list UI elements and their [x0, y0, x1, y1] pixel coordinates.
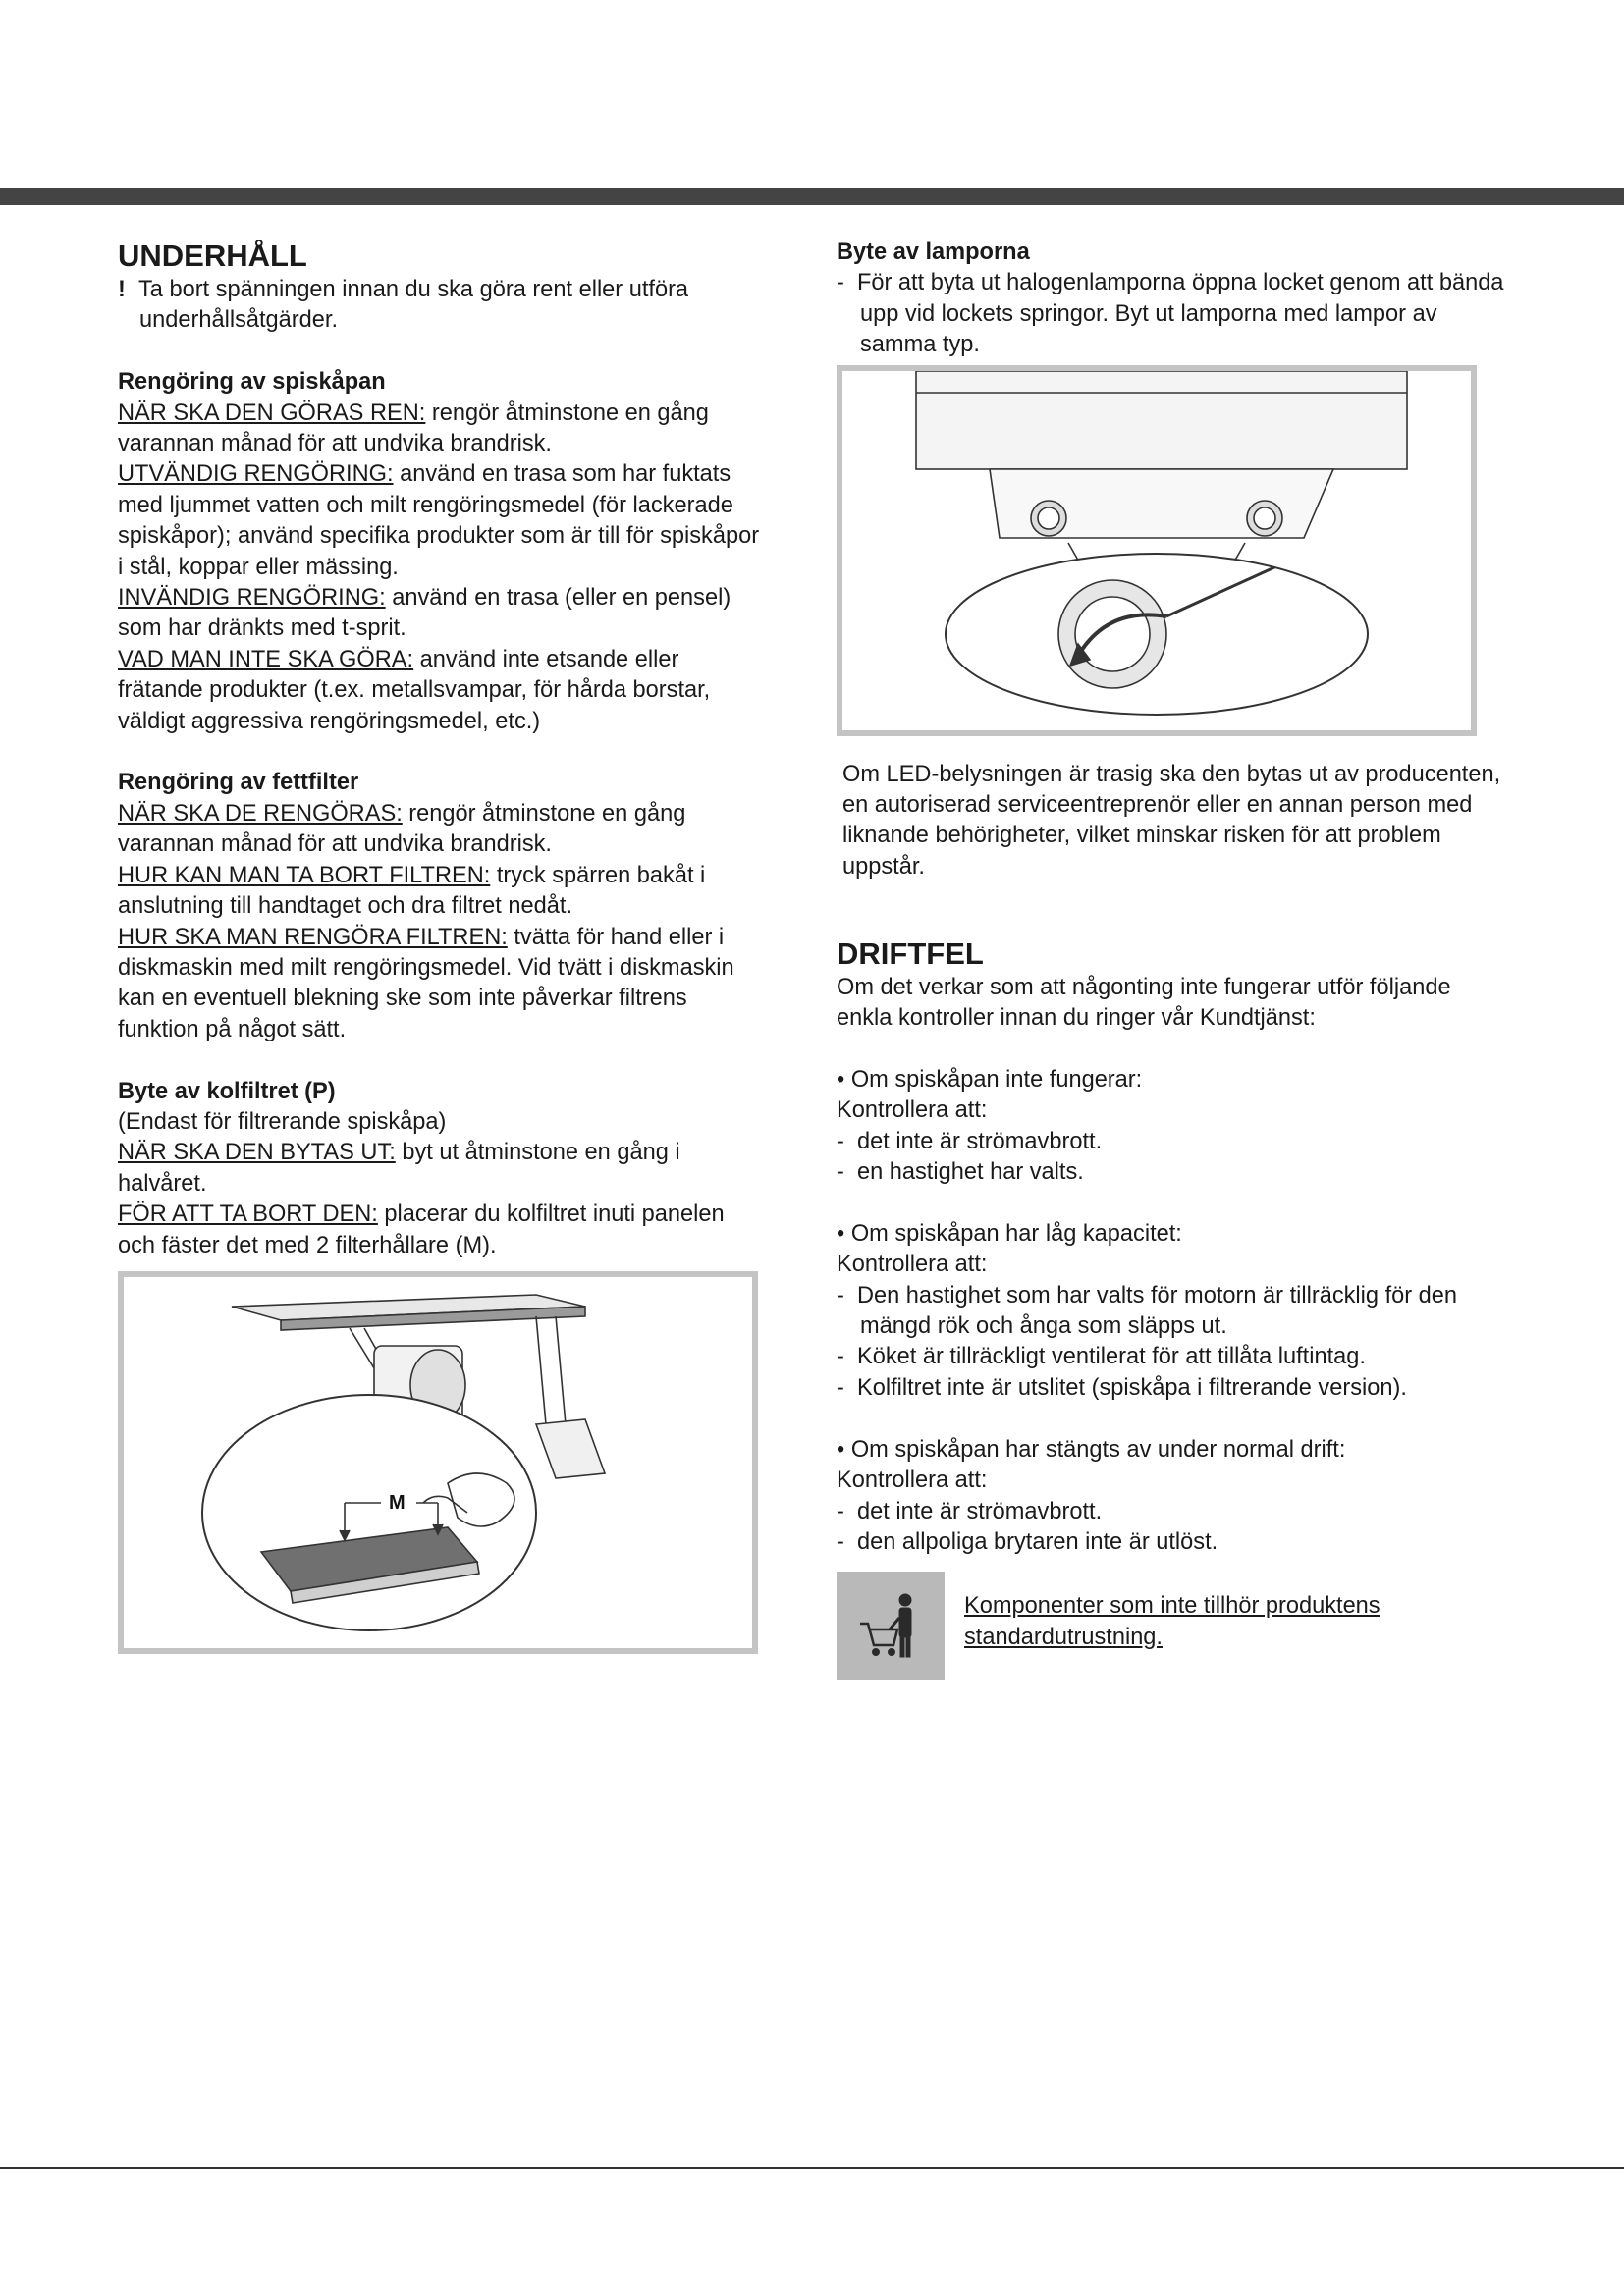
fault-check-item: - Kolfiltret inte är utslitet (spiskåpa i filtrerande version). [837, 1374, 1407, 1401]
hood-when: NÄR SKA DEN GÖRAS REN: rengör åtminstone en gång varannan månad för att undvika brandrisk. [118, 400, 709, 457]
fault-group [837, 1435, 1504, 1559]
lamps-text: - För att byta ut halogenlamporna öppna locket genom att bända upp vid lockets springor. Byt ut lamporna med lampor av samma typ. [837, 270, 1504, 358]
fault-group-lead: • Om spiskåpan inte fungerar: [837, 1066, 1143, 1093]
heading-grease-filter: Rengöring av fettfilter [118, 770, 359, 796]
header-bar [0, 188, 1624, 205]
heading-lamps: Byte av lamporna [837, 240, 1030, 265]
left-column [118, 238, 766, 1654]
grease-when: NÄR SKA DE RENGÖRAS: rengör åtminstone en gång varannan månad för att undvika brandrisk. [118, 800, 686, 858]
right-column [837, 238, 1504, 1680]
carbon-subtitle: (Endast för filtrerande spiskåpa) [118, 1108, 447, 1135]
led-note: Om LED-belysningen är trasig ska den bytas ut av producenten, en autoriserad serviceentreprenör eller en annan person med liknande behörigheter, vilket minskar risken för att problem uppstår. [842, 761, 1501, 880]
carbon-filter-figure [118, 1271, 758, 1654]
heading-carbon-filter: Byte av kolfiltret (P) [118, 1078, 336, 1104]
accessory-note [837, 1572, 1504, 1680]
carbon-when: NÄR SKA DEN BYTAS UT: byt ut åtminstone en gång i halvåret. [118, 1140, 680, 1197]
fault-check-item: - en hastighet har valts. [837, 1159, 1084, 1186]
fault-groups [837, 1065, 1504, 1558]
fault-group-lead: • Om spiskåpan har låg kapacitet: [837, 1220, 1182, 1247]
warning-text: Ta bort spänningen innan du ska göra rent eller utföra underhållsåtgärder. [137, 277, 689, 334]
fault-group [837, 1219, 1504, 1435]
fault-group-lead: • Om spiskåpan har stängts av under normal drift: [837, 1436, 1346, 1463]
heading-hood-cleaning: Rengöring av spiskåpan [118, 369, 386, 396]
grease-clean: HUR SKA MAN RENGÖRA FILTREN: tvätta för hand eller i diskmaskin med milt rengöringsmedel. Vid tvätt i diskmaskin kan en eventuell blekning ske som inte påverkar filtrens funktion på något sätt. [118, 924, 734, 1042]
warning-note [118, 275, 766, 337]
lamp-illustration [842, 371, 1471, 730]
hood-inside: INVÄNDIG RENGÖRING: använd en trasa (eller en pensel) som har dränkts med t-sprit. [118, 585, 731, 642]
carbon-remove: FÖR ATT TA BORT DEN: placerar du kolfiltret inuti panelen och fäster det med 2 filterhållare (M). [118, 1201, 725, 1258]
grease-remove: HUR KAN MAN TA BORT FILTREN: tryck spärren bakåt i anslutning till handtaget och dra filtret nedåt. [118, 862, 706, 920]
fault-group [837, 1065, 1504, 1219]
hood-outside: UTVÄNDIG RENGÖRING: använd en trasa som har fuktats med ljummet vatten och milt rengöringsmedel (för lackerade spiskåpor); använd specifika produkter som är till för spiskåpor i stål, koppar eller mässing. [118, 461, 760, 580]
section-title-maintenance: UNDERHÅLL [118, 239, 307, 273]
fault-check-item: - det inte är strömavbrott. [837, 1128, 1103, 1154]
fault-check-item: - det inte är strömavbrott. [837, 1498, 1103, 1524]
faults-intro: Om det verkar som att någonting inte fungerar utför följande enkla kontroller innan du ringer vår Kundtjänst: [837, 974, 1451, 1032]
hood-dont: VAD MAN INTE SKA GÖRA: använd inte etsande eller frätande produkter (t.ex. metallsvampar, för hårda borstar, väldigt aggressiva rengöringsmedel, etc.) [118, 646, 711, 734]
fault-group-check: Kontrollera att: [837, 1468, 988, 1494]
fault-group-check: Kontrollera att: [837, 1097, 988, 1124]
warning-mark: ! [118, 277, 126, 302]
section-title-faults: DRIFTFEL [837, 935, 984, 971]
fault-check-item: - Köket är tillräckligt ventilerat för att tillåta luftintag. [837, 1344, 1366, 1370]
fault-check-item: - Den hastighet som har valts för motorn är tillräcklig för den mängd rök och ånga som släpps ut. [837, 1282, 1458, 1340]
fault-check-item: - den allpoliga brytaren inte är utlöst. [837, 1528, 1218, 1555]
footer-line [0, 2167, 1624, 2169]
lamp-figure [837, 365, 1477, 736]
accessory-note-text: Komponenter som inte tillhör produktens standardutrustning. [964, 1593, 1380, 1650]
hood-filter-illustration [124, 1277, 752, 1648]
shopping-cart-person-icon [837, 1572, 945, 1680]
figure-label-m: M [389, 1491, 406, 1514]
fault-group-check: Kontrollera att: [837, 1252, 988, 1278]
